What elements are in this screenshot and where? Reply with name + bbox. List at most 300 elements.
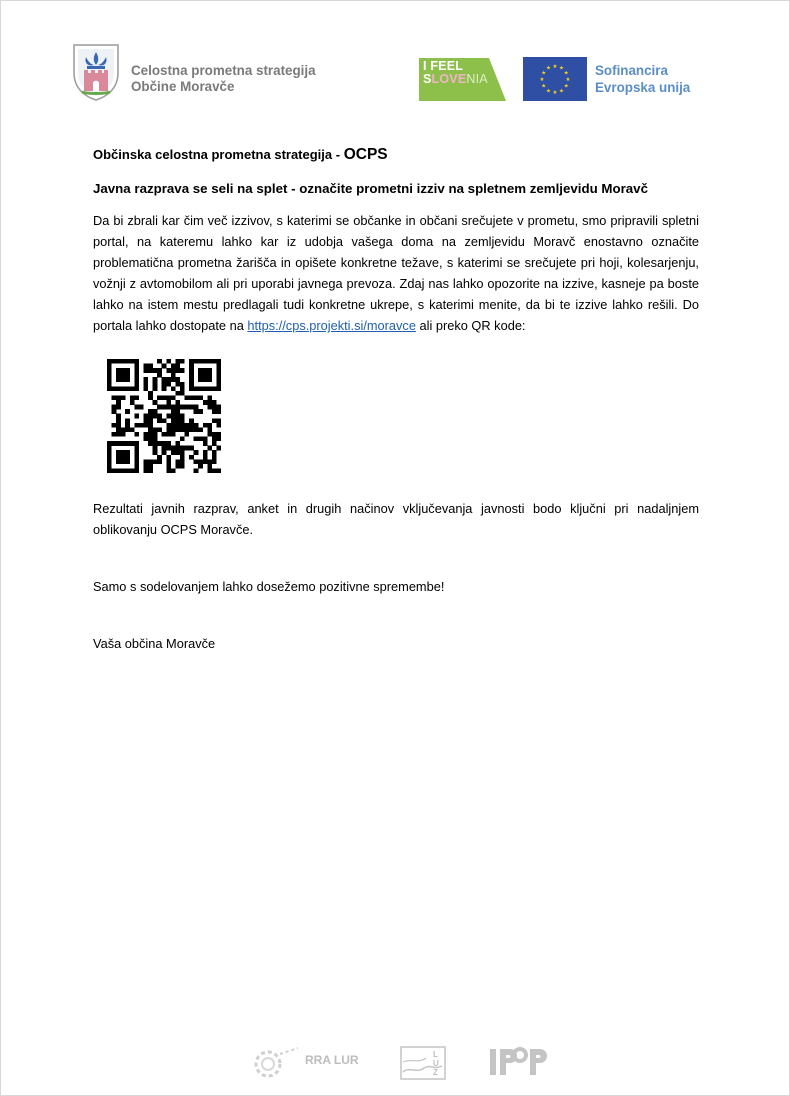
qr-module: [166, 382, 171, 387]
qr-module: [171, 395, 176, 400]
qr-module: [148, 432, 153, 437]
intro-paragraph: [93, 210, 699, 336]
qr-module: [175, 368, 180, 373]
qr-module: [153, 400, 158, 405]
qr-module: [212, 432, 217, 437]
ifeel-s: S: [423, 72, 432, 86]
qr-module: [107, 359, 112, 364]
qr-module: [112, 468, 117, 473]
rra-lur-label: RRA LUR: [305, 1053, 359, 1067]
qr-module: [166, 459, 171, 464]
qr-module: [157, 359, 162, 364]
qr-module: [157, 373, 162, 378]
qr-module: [116, 432, 121, 437]
qr-module: [162, 382, 167, 387]
qr-module: [194, 427, 199, 432]
qr-module: [153, 409, 158, 414]
qr-module: [198, 359, 203, 364]
qr-module: [143, 418, 148, 423]
qr-module: [207, 468, 212, 473]
qr-module: [166, 395, 171, 400]
qr-module: [134, 364, 139, 369]
qr-module: [153, 382, 158, 387]
qr-module: [148, 459, 153, 464]
qr-module: [180, 427, 185, 432]
qr-module: [212, 441, 217, 446]
qr-module: [162, 377, 167, 382]
qr-module: [189, 368, 194, 373]
qr-module: [116, 359, 121, 364]
eu-star: ★: [563, 83, 569, 90]
qr-module: [207, 373, 212, 378]
qr-module: [139, 405, 144, 410]
qr-module: [121, 368, 126, 373]
qr-module: [121, 450, 126, 455]
qr-module: [162, 364, 167, 369]
qr-module: [112, 441, 117, 446]
qr-module: [180, 450, 185, 455]
qr-module: [130, 427, 135, 432]
qr-module: [116, 377, 121, 382]
qr-module: [143, 437, 148, 442]
qr-module: [107, 455, 112, 460]
qr-module: [121, 455, 126, 460]
qr-module: [216, 432, 221, 437]
qr-module: [189, 377, 194, 382]
qr-module: [148, 395, 153, 400]
qr-module: [157, 368, 162, 373]
qr-module: [212, 468, 217, 473]
qr-code[interactable]: [107, 359, 221, 473]
qr-module: [166, 446, 171, 451]
qr-module: [153, 432, 158, 437]
qr-module: [216, 409, 221, 414]
qr-module: [216, 377, 221, 382]
qr-module: [153, 437, 158, 442]
qr-module: [212, 409, 217, 414]
qr-module: [185, 446, 190, 451]
qr-module: [180, 464, 185, 469]
qr-module: [107, 464, 112, 469]
qr-module: [207, 359, 212, 364]
qr-module: [121, 432, 126, 437]
qr-module: [216, 437, 221, 442]
qr-module: [207, 368, 212, 373]
qr-module: [121, 468, 126, 473]
qr-module: [148, 437, 153, 442]
qr-module: [107, 446, 112, 451]
qr-module: [180, 423, 185, 428]
document-title: [93, 146, 388, 164]
qr-module: [157, 418, 162, 423]
qr-module: [148, 391, 153, 396]
qr-module: [212, 455, 217, 460]
qr-module: [112, 409, 117, 414]
qr-module: [153, 441, 158, 446]
qr-module: [134, 441, 139, 446]
eu-flag-icon: [523, 57, 587, 101]
qr-module: [198, 409, 203, 414]
qr-module: [175, 377, 180, 382]
ifeel-love: LOVE: [431, 72, 467, 86]
qr-module: [116, 459, 121, 464]
qr-module: [157, 414, 162, 419]
qr-module: [116, 427, 121, 432]
qr-module: [175, 382, 180, 387]
qr-module: [148, 364, 153, 369]
qr-module: [107, 468, 112, 473]
qr-module: [212, 450, 217, 455]
qr-module: [166, 468, 171, 473]
qr-module: [194, 437, 199, 442]
qr-module: [216, 382, 221, 387]
qr-module: [198, 377, 203, 382]
qr-module: [143, 464, 148, 469]
qr-module: [130, 468, 135, 473]
eu-star: ★: [559, 65, 564, 72]
qr-module: [180, 437, 185, 442]
qr-module: [134, 414, 139, 419]
qr-module: [121, 395, 126, 400]
qr-module: [134, 405, 139, 410]
qr-module: [134, 373, 139, 378]
qr-module: [171, 414, 176, 419]
qr-module: [153, 446, 158, 451]
qr-module: [194, 450, 199, 455]
qr-module: [134, 423, 139, 428]
qr-module: [207, 464, 212, 469]
qr-module: [203, 455, 208, 460]
qr-module: [125, 427, 130, 432]
qr-module: [130, 386, 135, 391]
qr-module: [171, 377, 176, 382]
qr-module: [207, 400, 212, 405]
qr-module: [171, 364, 176, 369]
qr-module: [143, 432, 148, 437]
qr-module: [212, 405, 217, 410]
qr-module: [121, 386, 126, 391]
qr-module: [134, 386, 139, 391]
moravce-crest-icon: [72, 43, 120, 101]
qr-module: [148, 427, 153, 432]
qr-module: [116, 441, 121, 446]
qr-module: [107, 386, 112, 391]
qr-module: [189, 427, 194, 432]
qr-module: [207, 423, 212, 428]
qr-module: [107, 459, 112, 464]
qr-module: [148, 418, 153, 423]
qr-module: [112, 423, 117, 428]
results-paragraph: Rezultati javnih razprav, anket in drugih načinov vključevanja javnosti bodo ključni pri nadaljnjem oblikovanju OCPS Moravče.: [93, 501, 699, 537]
qr-module: [107, 441, 112, 446]
qr-module: [153, 414, 158, 419]
luz-logo: [400, 1046, 446, 1080]
ifeel-line2: [423, 73, 488, 86]
qr-module: [198, 427, 203, 432]
qr-module: [175, 359, 180, 364]
qr-module: [216, 418, 221, 423]
luz-letter-z: Z: [433, 1068, 438, 1077]
qr-module: [112, 405, 117, 410]
qr-module: [194, 359, 199, 364]
qr-module: [153, 450, 158, 455]
qr-module: [148, 368, 153, 373]
qr-module: [125, 441, 130, 446]
i-feel-slovenia-logo: [419, 58, 506, 101]
eu-text-line1: Sofinancira: [595, 63, 668, 78]
eu-star: ★: [546, 88, 551, 95]
qr-module: [116, 418, 121, 423]
ifeel-line1: I FEEL: [423, 59, 464, 73]
qr-module: [194, 405, 199, 410]
qr-module: [175, 409, 180, 414]
ifeel-nia: NIA: [466, 72, 488, 86]
qr-module: [162, 418, 167, 423]
qr-module: [212, 437, 217, 442]
qr-module: [162, 441, 167, 446]
eu-star: ★: [552, 90, 558, 96]
qr-module: [198, 386, 203, 391]
qr-module: [189, 359, 194, 364]
qr-module: [189, 373, 194, 378]
qr-module: [148, 441, 153, 446]
qr-module: [125, 359, 130, 364]
qr-module: [153, 377, 158, 382]
qr-module: [134, 368, 139, 373]
qr-module: [134, 450, 139, 455]
document-subtitle: Javna razprava se seli na splet - označite prometni izziv na spletnem zemljevidu Moravč: [93, 181, 648, 196]
qr-module: [203, 377, 208, 382]
qr-module: [125, 409, 130, 414]
qr-module: [166, 359, 171, 364]
qr-module: [212, 400, 217, 405]
qr-module: [203, 450, 208, 455]
qr-module: [116, 405, 121, 410]
qr-module: [125, 373, 130, 378]
qr-module: [175, 423, 180, 428]
qr-module: [180, 386, 185, 391]
qr-module: [166, 377, 171, 382]
qr-module: [162, 395, 167, 400]
qr-module: [134, 459, 139, 464]
qr-module: [116, 368, 121, 373]
qr-module: [207, 377, 212, 382]
qr-module: [107, 364, 112, 369]
project-title: [131, 63, 316, 95]
qr-module: [212, 386, 217, 391]
qr-module: [180, 459, 185, 464]
qr-module: [207, 432, 212, 437]
eu-star: ★: [539, 77, 545, 83]
qr-module: [185, 432, 190, 437]
qr-module: [125, 450, 130, 455]
qr-module: [171, 405, 176, 410]
qr-module: [203, 459, 208, 464]
qr-module: [166, 432, 171, 437]
qr-module: [185, 405, 190, 410]
qr-module: [112, 359, 117, 364]
qr-module: [180, 359, 185, 364]
ipop-logo: [488, 1045, 548, 1079]
qr-module: [203, 373, 208, 378]
qr-module: [130, 359, 135, 364]
qr-module: [134, 432, 139, 437]
qr-module: [116, 373, 121, 378]
qr-module: [112, 432, 117, 437]
qr-module: [189, 423, 194, 428]
qr-module: [116, 400, 121, 405]
qr-module: [121, 373, 126, 378]
qr-module: [148, 409, 153, 414]
qr-module: [116, 468, 121, 473]
qr-module: [143, 386, 148, 391]
qr-module: [185, 395, 190, 400]
qr-module: [153, 386, 158, 391]
qr-module: [121, 441, 126, 446]
qr-module: [166, 400, 171, 405]
qr-module: [180, 391, 185, 396]
eu-star: ★: [559, 88, 564, 95]
eu-star: ★: [546, 65, 551, 72]
qr-module: [198, 459, 203, 464]
qr-module: [203, 368, 208, 373]
project-title-line1: Celostna prometna strategija: [131, 63, 316, 78]
qr-module: [216, 423, 221, 428]
qr-module: [189, 395, 194, 400]
qr-module: [125, 468, 130, 473]
qr-module: [180, 446, 185, 451]
qr-module: [116, 414, 121, 419]
qr-module: [153, 427, 158, 432]
eu-star: ★: [541, 70, 547, 77]
qr-module: [162, 446, 167, 451]
closing-paragraph: Samo s sodelovanjem lahko dosežemo pozitivne spremembe!: [93, 579, 445, 594]
eu-text-line2: Evropska unija: [595, 80, 691, 95]
qr-module: [116, 395, 121, 400]
qr-module: [207, 446, 212, 451]
qr-module: [112, 395, 117, 400]
qr-module: [175, 400, 180, 405]
eu-cofinancing-label: [595, 62, 690, 96]
qr-module: [121, 377, 126, 382]
qr-module: [216, 446, 221, 451]
qr-module: [134, 464, 139, 469]
qr-module: [166, 455, 171, 460]
portal-link[interactable]: https://cps.projekti.si/moravce: [247, 318, 416, 333]
qr-module: [171, 386, 176, 391]
qr-module: [143, 414, 148, 419]
qr-module: [180, 368, 185, 373]
qr-module: [175, 418, 180, 423]
qr-module: [216, 359, 221, 364]
qr-module: [207, 459, 212, 464]
qr-module: [175, 464, 180, 469]
qr-module: [166, 427, 171, 432]
qr-module: [143, 368, 148, 373]
qr-module: [207, 386, 212, 391]
qr-module: [162, 386, 167, 391]
qr-module: [171, 373, 176, 378]
qr-module: [194, 409, 199, 414]
qr-module: [148, 468, 153, 473]
qr-module: [162, 450, 167, 455]
rra-lur-logo: [250, 1044, 302, 1082]
qr-module: [171, 409, 176, 414]
qr-module: [166, 414, 171, 419]
qr-module: [180, 455, 185, 460]
qr-module: [171, 432, 176, 437]
qr-module: [121, 359, 126, 364]
qr-module: [121, 459, 126, 464]
qr-module: [171, 450, 176, 455]
qr-module: [143, 459, 148, 464]
qr-module: [125, 368, 130, 373]
qr-module: [116, 423, 121, 428]
qr-module: [216, 405, 221, 410]
qr-module: [175, 450, 180, 455]
qr-module: [171, 468, 176, 473]
qr-module: [130, 441, 135, 446]
qr-module: [125, 386, 130, 391]
qr-module: [189, 382, 194, 387]
intro-text-end: ali preko QR kode:: [415, 318, 526, 333]
qr-module: [107, 373, 112, 378]
qr-module: [189, 364, 194, 369]
qr-module: [171, 418, 176, 423]
qr-module: [171, 368, 176, 373]
qr-module: [203, 437, 208, 442]
qr-module: [198, 373, 203, 378]
qr-module: [166, 368, 171, 373]
qr-module: [198, 464, 203, 469]
qr-module: [194, 459, 199, 464]
qr-module: [185, 427, 190, 432]
qr-module: [216, 364, 221, 369]
qr-module: [216, 368, 221, 373]
qr-module: [134, 446, 139, 451]
qr-module: [162, 405, 167, 410]
qr-module: [203, 359, 208, 364]
qr-module: [189, 418, 194, 423]
qr-module: [157, 395, 162, 400]
qr-module: [134, 382, 139, 387]
qr-module: [130, 400, 135, 405]
qr-module: [107, 377, 112, 382]
qr-module: [212, 359, 217, 364]
qr-module: [180, 418, 185, 423]
qr-module: [207, 405, 212, 410]
qr-module: [157, 459, 162, 464]
qr-module: [134, 359, 139, 364]
qr-module: [107, 450, 112, 455]
qr-module: [166, 423, 171, 428]
qr-module: [134, 395, 139, 400]
qr-module: [189, 446, 194, 451]
qr-module: [125, 459, 130, 464]
document-title-acronym: OCPS: [343, 146, 388, 163]
qr-module: [175, 405, 180, 410]
intro-text: Da bi zbrali kar čim več izzivov, s katerimi se občanke in občani srečujete v prometu, smo pripravili spletni portal, na kateremu lahko kar iz udobja vašega doma na zemljevidu Moravč enostavno označite problematična prometna žarišča in opišete konkretne težave, s katerimi se srečujete pri hoji, kolesarjenju, vožnji z avtomobilom ali pri uporabi javnega prevoza. Zdaj nas lahko opozorite na izzive, kasneje pa boste lahko na istem mestu predlagali tudi konkretne ukrepe, s katerimi menite, da bi te izzive lahko rešili. Do portala lahko dostopate na: [93, 213, 699, 333]
qr-module: [180, 382, 185, 387]
qr-module: [216, 468, 221, 473]
luz-letter-u: U: [433, 1059, 439, 1068]
qr-module: [175, 364, 180, 369]
qr-module: [212, 459, 217, 464]
qr-module: [148, 414, 153, 419]
qr-module: [116, 450, 121, 455]
qr-module: [153, 459, 158, 464]
qr-module: [143, 364, 148, 369]
